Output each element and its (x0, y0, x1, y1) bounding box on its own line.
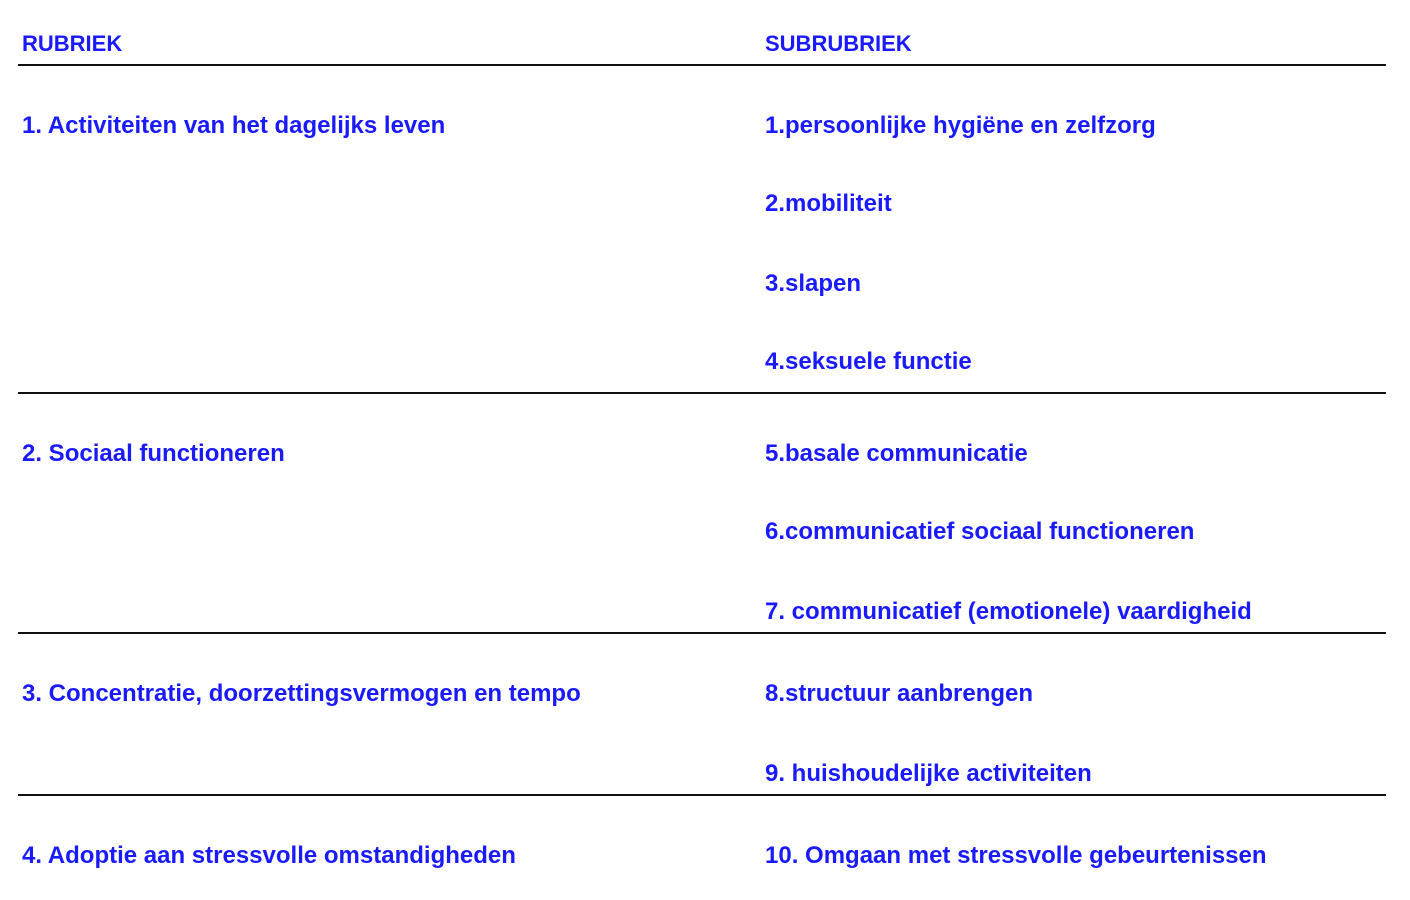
rubriek-4: 4. Adoptie aan stressvolle omstandigheden (22, 842, 516, 869)
rubriek-3: 3. Concentratie, doorzettingsvermogen en tempo (22, 680, 581, 707)
subrubriek-1: 1.persoonlijke hygiëne en zelfzorg (765, 112, 1156, 139)
row-divider-3 (18, 794, 1386, 796)
subrubriek-6: 6.communicatief sociaal functioneren (765, 518, 1195, 545)
subrubriek-2: 2.mobiliteit (765, 190, 892, 217)
subrubriek-4: 4.seksuele functie (765, 348, 972, 375)
subrubriek-5: 5.basale communicatie (765, 440, 1028, 467)
subrubriek-7: 7. communicatief (emotionele) vaardigheid (765, 598, 1252, 625)
subrubriek-3: 3.slapen (765, 270, 862, 297)
header-subrubriek: SUBRUBRIEK (765, 31, 912, 56)
header-divider (18, 64, 1386, 66)
subrubriek-8: 8.structuur aanbrengen (765, 680, 1034, 707)
row-divider-2 (18, 632, 1386, 634)
subrubriek-9: 9. huishoudelijke activiteiten (765, 760, 1092, 787)
header-rubriek: RUBRIEK (22, 31, 123, 56)
subrubriek-10: 10. Omgaan met stressvolle gebeurtenissen (765, 842, 1267, 869)
row-divider-1 (18, 392, 1386, 394)
rubriek-1: 1. Activiteiten van het dagelijks leven (22, 112, 446, 139)
rubriek-2: 2. Sociaal functioneren (22, 440, 285, 467)
